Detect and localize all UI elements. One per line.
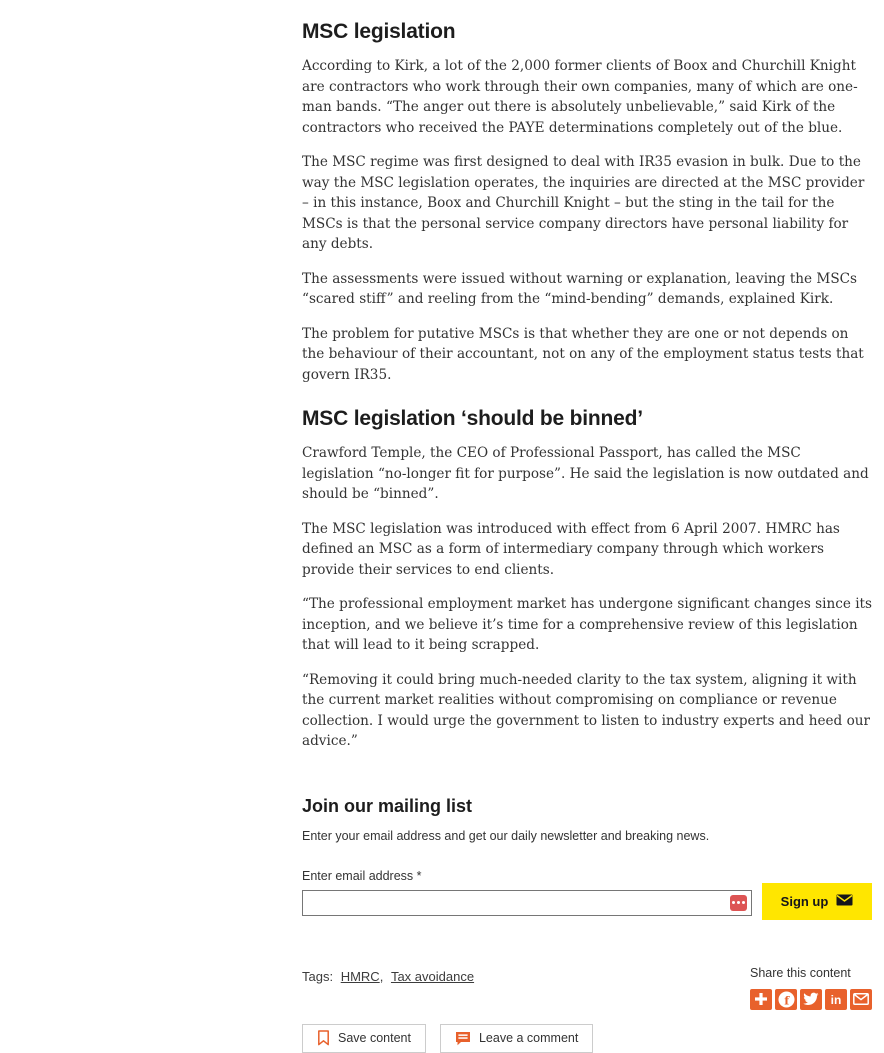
linkedin-icon[interactable] (825, 989, 847, 1010)
article-footer (302, 966, 872, 1010)
tags-label: Tags: (302, 968, 334, 984)
article-paragraph: Crawford Temple, the CEO of Professional Passport, has called the MSC legislation “no-longer fit for purpose”. He said the legislation is now outdated and should be “binned”. (302, 445, 869, 502)
svg-text:in: in (830, 992, 842, 1007)
tags-row (302, 966, 474, 1010)
mailing-form (302, 869, 872, 916)
article-paragraph: The problem for putative MSCs is that whether they are one or not depends on the behaviour of their accountant, not on any of the employment status tests that govern IR35. (302, 325, 864, 383)
tag-link-hmrc[interactable]: HMRC (340, 968, 380, 984)
twitter-icon[interactable] (800, 989, 822, 1010)
article-paragraph: “Removing it could bring much-needed clarity to the tax system, aligning it with the current market realities without compromising on compliance or revenue collection. I would urge the government to listen to industry experts and heed our advice.” (302, 671, 871, 749)
email-field-label: Enter email address * (302, 868, 422, 883)
tag-separator: , (379, 968, 384, 984)
facebook-icon[interactable] (775, 989, 797, 1010)
article-paragraph: According to Kirk, a lot of the 2,000 former clients of Boox and Churchill Knight are contractors who work through their own companies, many of which are one-man bands. “The anger out there is absolutely unbelievable,” said Kirk of the contractors who received the PAYE determinations completely out of the blue. (302, 58, 858, 136)
article-paragraph: “The professional employment market has undergone significant changes since its inception, and we believe it’s time for a comprehensive review of this legislation that will lead to it being scrapped. (302, 596, 872, 653)
article-paragraph: The assessments were issued without warning or explanation, leaving the MSCs “scared stiff” and reeling from the “mind-bending” demands, explained Kirk. (302, 270, 858, 307)
share-section (750, 966, 872, 1010)
envelope-icon (836, 894, 853, 909)
email-icon[interactable] (850, 989, 872, 1010)
mailing-list-section (302, 796, 872, 916)
article-heading-should-be-binned: MSC legislation ‘should be binned’ (302, 407, 643, 430)
save-content-label: Save content (338, 1031, 411, 1045)
tag-link-tax-avoidance[interactable]: Tax avoidance (390, 968, 475, 984)
bookmark-icon (317, 1030, 330, 1046)
share-label: Share this content (750, 965, 851, 980)
article-heading-msc-legislation: MSC legislation (302, 20, 456, 43)
signup-button-label: Sign up (780, 893, 829, 909)
mailing-list-title: Join our mailing list (302, 795, 473, 816)
leave-comment-button[interactable] (440, 1024, 593, 1053)
share-icons-row (750, 989, 872, 1010)
mailing-list-subtitle: Enter your email address and get our daily newsletter and breaking news. (302, 828, 710, 843)
leave-comment-label: Leave a comment (478, 1031, 579, 1045)
email-field[interactable] (302, 890, 752, 916)
save-content-button[interactable] (302, 1024, 426, 1053)
article-content (302, 0, 872, 1053)
article-paragraph: The MSC regime was first designed to deal with IR35 evasion in bulk. Due to the way the MSC legislation operates, the inquiries are directed at the MSC provider – in this instance, Boox and Churchill Knight – but the sting in the tail for the MSCs is that the personal service company directors have personal liability for any debts. (302, 154, 865, 252)
signup-button[interactable] (762, 883, 872, 920)
article-actions (302, 1024, 872, 1053)
svg-text:f: f (783, 992, 789, 1007)
autofill-extension-icon[interactable] (730, 895, 747, 911)
comment-icon (455, 1031, 471, 1046)
article-paragraph: The MSC legislation was introduced with effect from 6 April 2007. HMRC has defined an MSC as a form of intermediary company through which workers provide their services to end clients. (302, 520, 840, 578)
share-plus-icon[interactable] (750, 989, 772, 1010)
